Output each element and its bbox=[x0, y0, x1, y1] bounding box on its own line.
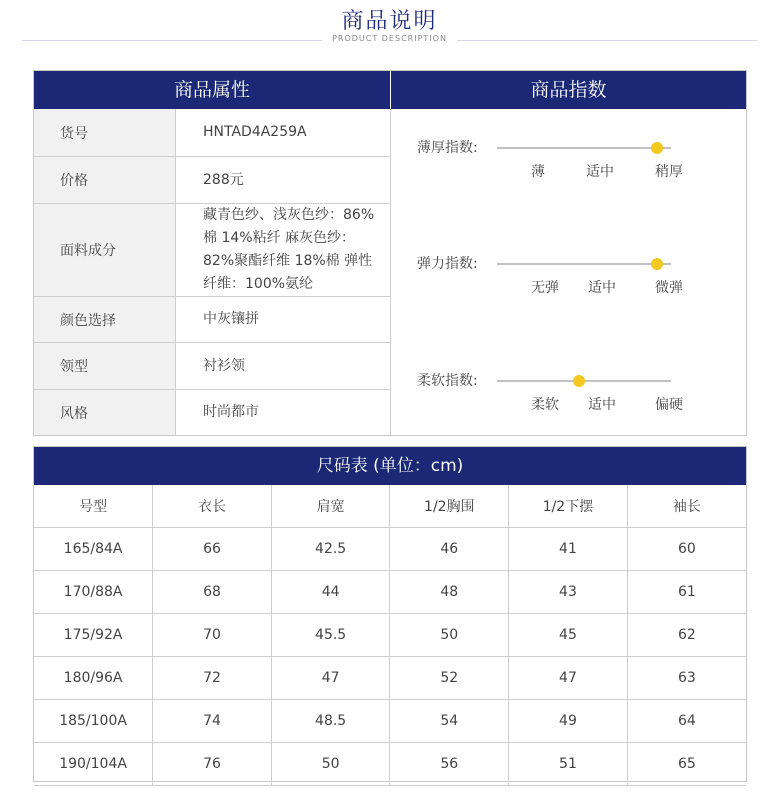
size-chart-heading: 尺码表 (单位：cm) bbox=[34, 447, 746, 485]
index-marker bbox=[651, 258, 663, 270]
index-tick: 适中 bbox=[586, 164, 614, 180]
table-cell: 48 bbox=[390, 571, 509, 614]
index-tick: 适中 bbox=[588, 280, 616, 296]
index-tick: 微弹 bbox=[655, 280, 683, 296]
table-cell: 47 bbox=[271, 657, 390, 700]
attribute-label: 领型 bbox=[34, 343, 176, 389]
attribute-row bbox=[34, 296, 390, 342]
size-chart bbox=[33, 446, 747, 782]
table-cell: 76 bbox=[153, 743, 272, 786]
column-header: 1/2下摆 bbox=[509, 485, 628, 528]
table-row bbox=[34, 700, 746, 743]
table-cell: 45.5 bbox=[271, 614, 390, 657]
table-row bbox=[34, 657, 746, 700]
column-header: 衣长 bbox=[153, 485, 272, 528]
table-cell: 60 bbox=[627, 528, 746, 571]
attribute-row bbox=[34, 203, 390, 296]
table-cell: 63 bbox=[627, 657, 746, 700]
column-header: 1/2胸围 bbox=[390, 485, 509, 528]
attribute-row bbox=[34, 389, 390, 435]
elasticity-index bbox=[391, 253, 746, 313]
table-cell: 46 bbox=[390, 528, 509, 571]
table-cell: 170/88A bbox=[34, 571, 153, 614]
table-row bbox=[34, 614, 746, 657]
attribute-label: 风格 bbox=[34, 390, 176, 435]
page-subtitle: PRODUCT DESCRIPTION bbox=[332, 34, 447, 43]
attribute-row bbox=[34, 109, 390, 156]
attribute-row bbox=[34, 342, 390, 389]
table-cell: 42.5 bbox=[271, 528, 390, 571]
index-scale bbox=[497, 263, 671, 265]
table-cell: 48.5 bbox=[271, 700, 390, 743]
table-cell: 66 bbox=[153, 528, 272, 571]
index-marker bbox=[651, 142, 663, 154]
table-cell: 52 bbox=[390, 657, 509, 700]
table-cell: 41 bbox=[509, 528, 628, 571]
size-grid bbox=[34, 485, 746, 786]
table-row bbox=[34, 528, 746, 571]
table-cell: 175/92A bbox=[34, 614, 153, 657]
index-tick: 适中 bbox=[588, 397, 616, 413]
table-cell: 54 bbox=[390, 700, 509, 743]
table-cell: 65 bbox=[627, 743, 746, 786]
index-label: 柔软指数: bbox=[417, 373, 478, 389]
attribute-value: 藏青色纱、浅灰色纱：86%棉 14%粘纤 麻灰色纱：82%聚酯纤维 18%棉 弹性纤维：100%氨纶 bbox=[203, 207, 375, 292]
table-cell: 190/104A bbox=[34, 743, 153, 786]
table-row bbox=[34, 571, 746, 614]
table-cell: 47 bbox=[509, 657, 628, 700]
table-cell: 64 bbox=[627, 700, 746, 743]
index-marker bbox=[573, 375, 585, 387]
index-tick: 薄 bbox=[531, 164, 545, 180]
table-cell: 61 bbox=[627, 571, 746, 614]
table-cell: 185/100A bbox=[34, 700, 153, 743]
index-label: 弹力指数: bbox=[417, 256, 478, 272]
page-header bbox=[0, 0, 779, 50]
table-row bbox=[34, 743, 746, 786]
attribute-value: 时尚都市 bbox=[203, 404, 259, 420]
table-cell: 51 bbox=[509, 743, 628, 786]
column-header: 号型 bbox=[34, 485, 153, 528]
table-cell: 165/84A bbox=[34, 528, 153, 571]
table-cell: 56 bbox=[390, 743, 509, 786]
table-header-row bbox=[34, 485, 746, 528]
attribute-value: HNTAD4A259A bbox=[203, 124, 307, 140]
attribute-label: 颜色选择 bbox=[34, 297, 176, 342]
page-title: 商品说明 bbox=[341, 9, 438, 34]
index-scale bbox=[497, 147, 671, 149]
table-cell: 44 bbox=[271, 571, 390, 614]
attribute-label: 货号 bbox=[34, 109, 176, 156]
attribute-label: 面料成分 bbox=[34, 204, 176, 296]
table-cell: 74 bbox=[153, 700, 272, 743]
attribute-value: 衬衫领 bbox=[203, 357, 245, 374]
table-cell: 45 bbox=[509, 614, 628, 657]
index-tick: 稍厚 bbox=[655, 164, 683, 180]
column-header: 肩宽 bbox=[271, 485, 390, 528]
table-cell: 50 bbox=[271, 743, 390, 786]
attribute-value: 288元 bbox=[203, 171, 244, 188]
column-header: 袖长 bbox=[627, 485, 746, 528]
attribute-value: 中灰镶拼 bbox=[203, 311, 259, 327]
table-cell: 50 bbox=[390, 614, 509, 657]
product-info-table bbox=[33, 70, 747, 436]
table-cell: 72 bbox=[153, 657, 272, 700]
attribute-row bbox=[34, 156, 390, 203]
attribute-label: 价格 bbox=[34, 157, 176, 203]
attributes-heading: 商品属性 bbox=[34, 71, 390, 109]
index-tick: 柔软 bbox=[531, 397, 559, 413]
table-cell: 70 bbox=[153, 614, 272, 657]
table-cell: 68 bbox=[153, 571, 272, 614]
softness-index bbox=[391, 370, 746, 430]
index-tick: 无弹 bbox=[531, 280, 559, 296]
thickness-index bbox=[391, 137, 746, 197]
table-cell: 43 bbox=[509, 571, 628, 614]
indices-heading: 商品指数 bbox=[391, 71, 746, 109]
table-cell: 49 bbox=[509, 700, 628, 743]
index-tick: 偏硬 bbox=[655, 397, 683, 413]
table-cell: 180/96A bbox=[34, 657, 153, 700]
index-label: 薄厚指数: bbox=[417, 140, 478, 156]
table-cell: 62 bbox=[627, 614, 746, 657]
